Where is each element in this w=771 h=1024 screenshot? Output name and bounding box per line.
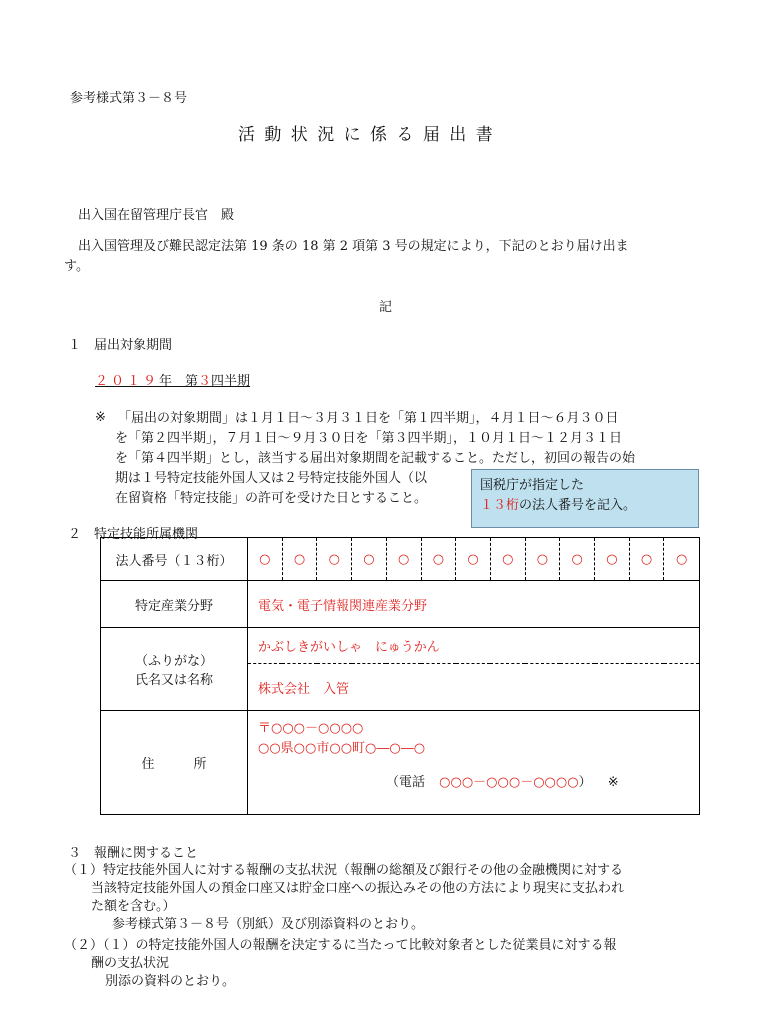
corp-number-digit[interactable]: ○	[629, 538, 664, 581]
item1-line-1: （１）特定技能外国人に対する報酬の支払状況（報酬の総額及び銀行その他の金融機関に対する	[64, 863, 624, 878]
section3-heading: ３ 報酬に関すること	[68, 846, 199, 861]
corp-number-digit[interactable]: ○	[560, 538, 595, 581]
intro-line-2: す。	[64, 259, 89, 274]
note-line-2: を「第２四半期」，７月１日～９月３０日を「第３四半期」，１０月１日～１２月３１日	[115, 431, 623, 446]
corp-number-digit[interactable]: ○	[248, 538, 283, 581]
name-value[interactable]: 株式会社 入管	[248, 664, 700, 711]
phone-close: ）	[578, 775, 592, 790]
address-value[interactable]: ○○県○○市○○町○―○―○	[258, 741, 426, 756]
item1-answer: 参考様式第３－８号（別紙）及び別添資料のとおり。	[112, 917, 425, 932]
note-line-3: を「第４四半期」とし，該当する届出対象期間を記載すること。ただし，初回の報告の始	[115, 451, 636, 466]
form-number: 参考様式第３－８号	[70, 91, 188, 106]
ki-heading: 記	[379, 300, 393, 315]
note-line-5: 在留資格「特定技能」の許可を受けた日とすること。	[115, 491, 428, 506]
callout-line-2	[480, 496, 690, 516]
address-label: 住 所	[101, 711, 248, 815]
postal-code[interactable]: 〒○○○－○○○○	[258, 721, 364, 736]
item2-line-2: 酬の支払状況	[91, 956, 170, 971]
document-title: 活 動 状 況 に 係 る 届 出 書	[238, 125, 495, 145]
address-row	[101, 711, 700, 815]
corp-number-digit[interactable]: ○	[317, 538, 352, 581]
item1-line-3: た額を含む。）	[91, 899, 176, 914]
note-mark: ※	[95, 410, 106, 425]
field-value[interactable]: 電気・電子情報関連産業分野	[248, 581, 700, 628]
period-year: ２０１９	[95, 374, 160, 389]
corp-number-digit[interactable]: ○	[664, 538, 700, 581]
callout-box	[471, 469, 699, 528]
callout-line-1: 国税庁が指定した	[480, 478, 585, 493]
phone-label: （電話	[386, 775, 426, 790]
corp-number-digit[interactable]: ○	[282, 538, 317, 581]
item2-answer: 別添の資料のとおり。	[105, 974, 236, 989]
field-label: 特定産業分野	[101, 581, 248, 628]
address-cell	[248, 711, 700, 815]
corp-number-row	[101, 538, 700, 581]
organization-table	[100, 537, 700, 815]
intro-line-1: 出入国管理及び難民認定法第 19 条の 18 第 2 項第 3 号の規定により，下記のとおり届け出ま	[78, 239, 629, 254]
corp-number-digit[interactable]: ○	[525, 538, 560, 581]
period-quarter: ３	[198, 374, 212, 389]
note-line-4: 期は１号特定技能外国人又は２号特定技能外国人（以	[115, 471, 428, 486]
addressee: 出入国在留管理庁長官 殿	[78, 208, 235, 223]
corp-number-label: 法人番号（１３桁）	[101, 538, 248, 581]
field-row	[101, 581, 700, 628]
corp-number-digit[interactable]: ○	[421, 538, 456, 581]
furigana-row	[101, 628, 700, 664]
phone-value[interactable]: ○○○－○○○－○○○○	[439, 775, 579, 790]
corp-number-digit[interactable]: ○	[595, 538, 630, 581]
period-value	[95, 374, 250, 390]
name-label-furigana: （ふりがな）	[134, 654, 213, 669]
callout-red-text: １３桁	[480, 498, 520, 513]
item1-line-2: 当該特定技能外国人の預金口座又は貯金口座への振込みその他の方法により現実に支払われ	[91, 881, 625, 896]
corp-number-digit[interactable]: ○	[490, 538, 525, 581]
name-label-name: 氏名又は名称	[134, 673, 213, 688]
phone-mark: ※	[607, 775, 619, 790]
period-year-suffix: 年 第	[159, 374, 199, 389]
item2-line-1: （２）（１）の特定技能外国人の報酬を決定するに当たって比較対象者とした従業員に対する報	[64, 938, 617, 953]
corp-number-digit[interactable]: ○	[352, 538, 387, 581]
name-label	[101, 628, 248, 711]
note-line-1: 「届出の対象期間」は１月１日～３月３１日を「第１四半期」，４月１日～６月３０日	[118, 411, 619, 426]
section1-heading: １ 届出対象期間	[68, 338, 173, 353]
section2-heading: ２ 特定技能所属機関	[68, 527, 199, 542]
furigana-value[interactable]: かぶしきがいしゃ にゅうかん	[248, 628, 700, 664]
corp-number-digit[interactable]: ○	[456, 538, 491, 581]
period-quarter-suffix: 四半期	[211, 374, 251, 389]
phone-line	[386, 773, 699, 793]
callout-rest-text: の法人番号を記入。	[519, 498, 637, 513]
corp-number-digit[interactable]: ○	[386, 538, 421, 581]
